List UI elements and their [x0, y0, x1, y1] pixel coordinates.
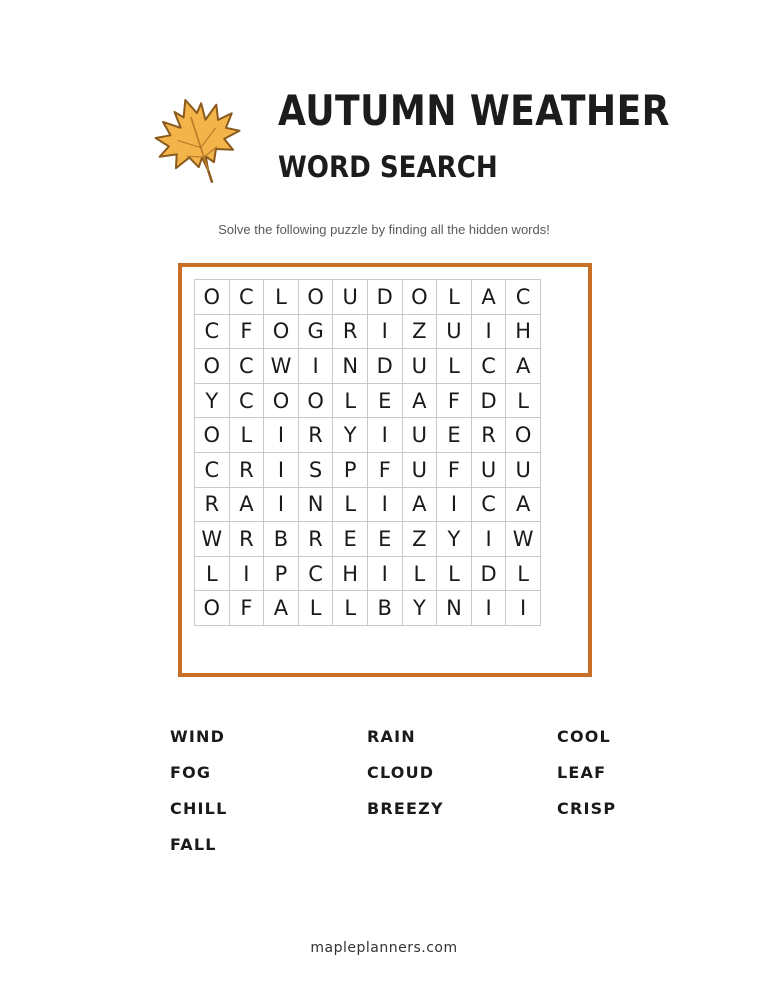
page-title: AUTUMN WEATHER	[278, 86, 670, 135]
grid-cell[interactable]: D	[472, 384, 507, 419]
grid-cell[interactable]: I	[264, 488, 299, 523]
grid-cell[interactable]: Y	[333, 418, 368, 453]
instructions-text: Solve the following puzzle by finding all the hidden words!	[218, 222, 550, 237]
grid-cell[interactable]: O	[506, 418, 541, 453]
grid-cell[interactable]: B	[264, 522, 299, 557]
word-list-item: BREEZY	[367, 799, 444, 818]
grid-cell[interactable]: I	[437, 488, 472, 523]
grid-cell[interactable]: Z	[403, 522, 438, 557]
grid-cell[interactable]: R	[230, 453, 265, 488]
grid-cell[interactable]: O	[403, 280, 438, 315]
grid-cell[interactable]: I	[472, 591, 507, 626]
grid-cell[interactable]: I	[368, 315, 403, 350]
grid-cell[interactable]: L	[333, 384, 368, 419]
puzzle-frame	[178, 263, 592, 677]
grid-cell[interactable]: E	[333, 522, 368, 557]
grid-cell[interactable]: G	[299, 315, 334, 350]
grid-cell[interactable]: C	[230, 384, 265, 419]
grid-cell[interactable]: D	[368, 349, 403, 384]
grid-cell[interactable]: R	[299, 522, 334, 557]
grid-cell[interactable]: I	[368, 488, 403, 523]
grid-cell[interactable]: I	[230, 557, 265, 592]
grid-cell[interactable]: A	[472, 280, 507, 315]
grid-cell[interactable]: H	[506, 315, 541, 350]
page-subtitle: WORD SEARCH	[278, 150, 498, 184]
grid-cell[interactable]: C	[472, 349, 507, 384]
grid-cell[interactable]: I	[368, 418, 403, 453]
maple-leaf-icon	[148, 92, 248, 186]
grid-cell[interactable]: Y	[195, 384, 230, 419]
grid-cell[interactable]: L	[437, 280, 472, 315]
word-list-item: CLOUD	[367, 763, 435, 782]
grid-cell[interactable]: O	[264, 384, 299, 419]
grid-cell[interactable]: F	[437, 453, 472, 488]
grid-cell[interactable]: F	[437, 384, 472, 419]
word-list	[170, 726, 630, 856]
footer-url: mapleplanners.com	[310, 940, 458, 956]
grid-cell[interactable]: C	[195, 453, 230, 488]
grid-cell[interactable]: O	[299, 280, 334, 315]
grid-cell[interactable]: R	[299, 418, 334, 453]
grid-cell[interactable]: I	[368, 557, 403, 592]
grid-cell[interactable]: C	[506, 280, 541, 315]
grid-cell[interactable]: A	[506, 349, 541, 384]
grid-cell[interactable]: U	[403, 418, 438, 453]
grid-cell[interactable]: P	[333, 453, 368, 488]
grid-cell[interactable]: O	[195, 418, 230, 453]
grid-cell[interactable]: F	[230, 315, 265, 350]
grid-cell[interactable]: R	[333, 315, 368, 350]
grid-cell[interactable]: A	[264, 591, 299, 626]
grid-cell[interactable]: L	[195, 557, 230, 592]
grid-cell[interactable]: W	[195, 522, 230, 557]
grid-cell[interactable]: L	[264, 280, 299, 315]
grid-cell[interactable]: O	[299, 384, 334, 419]
grid-cell[interactable]: U	[333, 280, 368, 315]
grid-cell[interactable]: O	[195, 591, 230, 626]
grid-cell[interactable]: W	[506, 522, 541, 557]
grid-cell[interactable]: C	[230, 280, 265, 315]
grid-cell[interactable]: F	[368, 453, 403, 488]
grid-cell[interactable]: E	[368, 384, 403, 419]
grid-cell[interactable]: F	[230, 591, 265, 626]
grid-cell[interactable]: H	[333, 557, 368, 592]
grid-cell[interactable]: C	[230, 349, 265, 384]
grid-cell[interactable]: L	[437, 557, 472, 592]
grid-cell[interactable]: E	[437, 418, 472, 453]
grid-cell[interactable]: Y	[403, 591, 438, 626]
grid-cell[interactable]: N	[299, 488, 334, 523]
grid-cell[interactable]: U	[472, 453, 507, 488]
word-list-item: RAIN	[367, 727, 416, 746]
letter-grid	[194, 279, 541, 626]
grid-cell[interactable]: O	[264, 315, 299, 350]
word-list-item: COOL	[557, 727, 611, 746]
grid-cell[interactable]: L	[333, 591, 368, 626]
grid-cell[interactable]: L	[333, 488, 368, 523]
grid-cell[interactable]: E	[368, 522, 403, 557]
grid-cell[interactable]: C	[195, 315, 230, 350]
grid-cell[interactable]: U	[437, 315, 472, 350]
grid-cell[interactable]: A	[403, 384, 438, 419]
word-list-item: FALL	[170, 835, 217, 854]
grid-cell[interactable]: D	[472, 557, 507, 592]
grid-cell[interactable]: L	[506, 557, 541, 592]
grid-cell[interactable]: L	[403, 557, 438, 592]
grid-cell[interactable]: O	[195, 349, 230, 384]
grid-cell[interactable]: R	[472, 418, 507, 453]
grid-cell[interactable]: R	[230, 522, 265, 557]
grid-cell[interactable]: I	[299, 349, 334, 384]
grid-cell[interactable]: W	[264, 349, 299, 384]
grid-cell[interactable]: C	[472, 488, 507, 523]
grid-cell[interactable]: S	[299, 453, 334, 488]
grid-cell[interactable]: L	[230, 418, 265, 453]
grid-cell[interactable]: B	[368, 591, 403, 626]
grid-cell[interactable]: I	[506, 591, 541, 626]
grid-cell[interactable]: N	[333, 349, 368, 384]
grid-cell[interactable]: C	[299, 557, 334, 592]
word-list-item: WIND	[170, 727, 226, 746]
grid-cell[interactable]: N	[437, 591, 472, 626]
grid-cell[interactable]: L	[437, 349, 472, 384]
grid-cell[interactable]: L	[506, 384, 541, 419]
word-list-item: FOG	[170, 763, 212, 782]
grid-cell[interactable]: Y	[437, 522, 472, 557]
grid-cell[interactable]: O	[195, 280, 230, 315]
grid-cell[interactable]: I	[264, 418, 299, 453]
word-list-item: CHILL	[170, 799, 228, 818]
grid-cell[interactable]: I	[472, 315, 507, 350]
grid-cell[interactable]: A	[230, 488, 265, 523]
grid-cell[interactable]: I	[472, 522, 507, 557]
grid-cell[interactable]: R	[195, 488, 230, 523]
grid-cell[interactable]: I	[264, 453, 299, 488]
word-list-item: CRISP	[557, 799, 617, 818]
grid-cell[interactable]: D	[368, 280, 403, 315]
grid-cell[interactable]: A	[403, 488, 438, 523]
grid-cell[interactable]: A	[506, 488, 541, 523]
word-list-item: LEAF	[557, 763, 607, 782]
grid-cell[interactable]: U	[506, 453, 541, 488]
grid-cell[interactable]: U	[403, 349, 438, 384]
grid-cell[interactable]: Z	[403, 315, 438, 350]
grid-cell[interactable]: L	[299, 591, 334, 626]
grid-cell[interactable]: U	[403, 453, 438, 488]
grid-cell[interactable]: P	[264, 557, 299, 592]
